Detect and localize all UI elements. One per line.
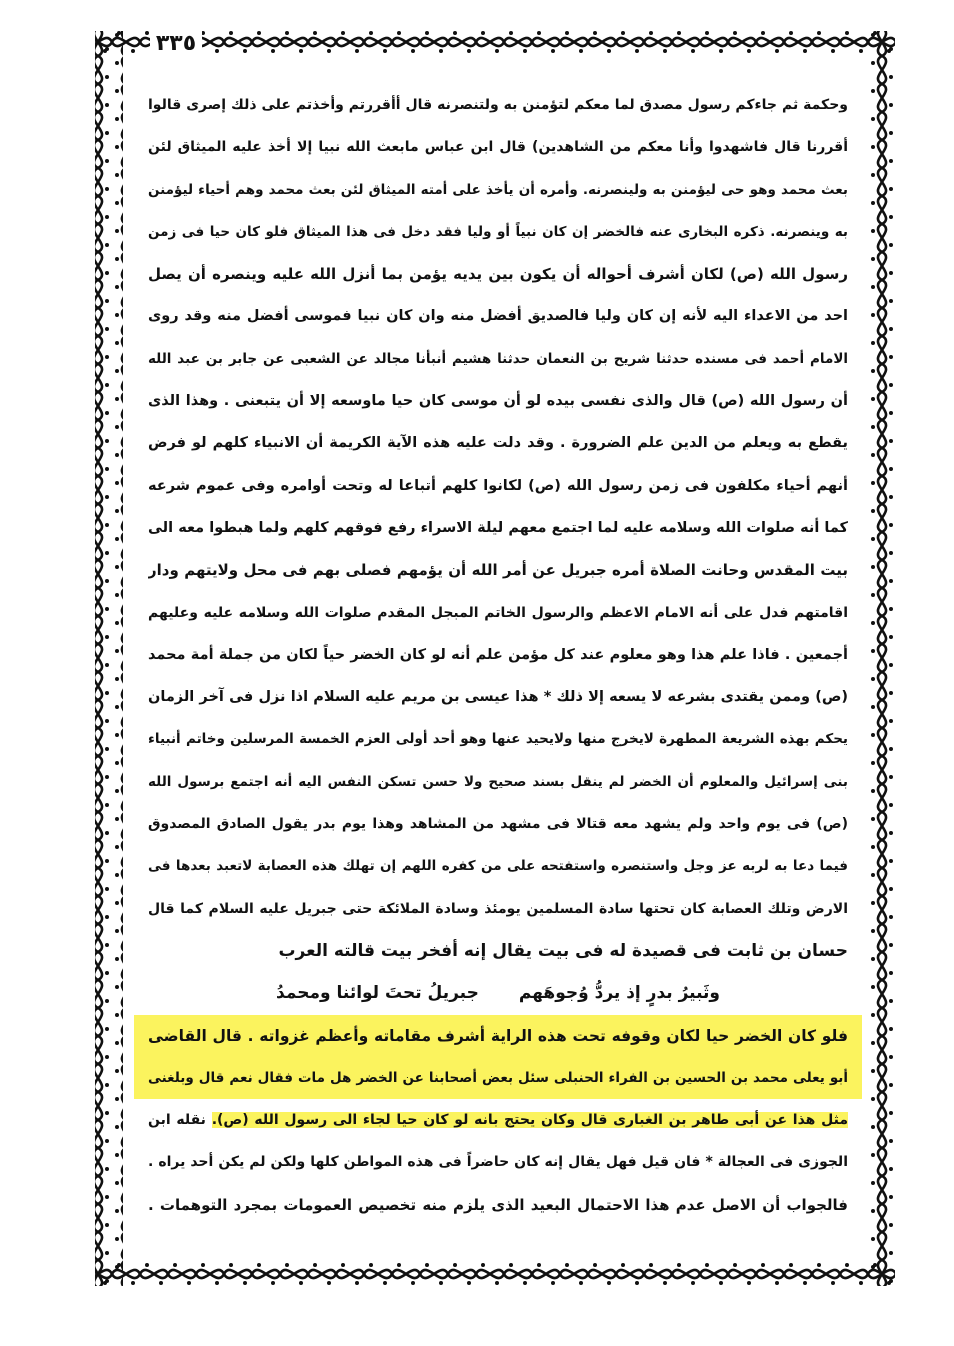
text-line: الجوزى فى العجالة * فان قيل فهل يقال إنه كان حاضراً فى هذه المواطن كلها ولكن لم يكن أحد يراه . (148, 1154, 848, 1171)
border-left (95, 31, 123, 1286)
text-span: نقله ابن (148, 1112, 206, 1129)
text-line: (ص) فى يوم واحد ولم يشهد معه قتالا فى مشهد من المشاهد وهذا يوم بدر يقول الصادق المصدوق (148, 816, 848, 833)
body-text (148, 84, 848, 1226)
text-line: أجمعين . فاذا علم هذا وهو معلوم عند كل مؤمن علم أنه لو كان الخضر حياً لكان من جملة أمة محمد (148, 646, 848, 663)
page-number: ٣٣٥ (150, 30, 202, 58)
border-top (95, 31, 895, 59)
text-line: فالجواب أن الاصل عدم هذا الاحتمال البعيد الذى يلزم منه تخصيص العمومات بمجرد التوهمات . (148, 1195, 848, 1214)
text-line: فيما دعا به لربه عز وجل واستنصره واستفتحه على من كفره اللهم إن تهلك هذه العصابة لاتعبد بعدها فى (148, 858, 848, 875)
text-line: اقامتهم فدل على أنه الامام الاعظم والرسول الخاتم المبجل المقدم صلوات الله وسلامه عليه وعليهم (148, 604, 848, 621)
partially-highlighted-line (148, 1099, 848, 1141)
text-line: بيت المقدس وحانت الصلاة أمره جبريل عن أمر الله أن يؤمهم فصلى بهم فى محل ولايتهم ودار (148, 561, 848, 580)
poetry-verse (148, 972, 848, 1014)
text-line: أقررنا قال فاشهدوا وأنا معكم من الشاهدين) قال ابن عباس مابعث الله نبيا إلا أخذ عليه الميثاق لئن (148, 139, 848, 156)
text-line: به وينصرنه. ذكره البخارى عنه فالخضر إن كان نبياً أو وليا فقد دخل فى هذا الميثاق فلو كان حيا فى زمن (148, 223, 848, 240)
text-line: أن رسول الله (ص) قال والذى نفسى بيده لو أن موسى كان حيا ماوسعه إلا أن يتبعنى . وهذا الذى (148, 393, 848, 410)
text-line: أنهم أحياء مكلفون فى زمن رسول الله (ص) لكانوا كلهم أتباعا له وتحت أوامره وفى عموم شرعه (148, 477, 848, 494)
text-line: وحكمة ثم جاءكم رسول مصدق لما معكم لتؤمنن به ولتنصرنه قال أأقررتم وأخذتم على ذلك إصرى قالوا (148, 97, 848, 113)
text-line: (ص) وممن يقتدى بشرعه لا يسعه إلا ذلك * هذا عيسى بن مريم عليه السلام اذا نزل فى آخر الزمان (148, 689, 848, 706)
highlighted-span: مثل هذا عن أبى طاهر بن الغبارى قال وكان يحتج بانه لو كان حيا لجاء الى رسول الله (ص). (211, 1112, 848, 1129)
text-line: بعث محمد وهو حى ليؤمنن به ولينصرنه. وأمره أن يأخذ على أمته الميثاق لئن بعث محمد وهم أحياء ليؤمنن (148, 181, 848, 198)
text-line: حسان بن ثابت فى قصيدة له فى بيت يقال إنه أفخر بيت قالته العرب (278, 940, 848, 961)
text-line: الامام أحمد فى مسنده حدثنا شريح بن النعمان حدثنا هشيم أنبأنا مجالد عن الشعبى عن جابر بن عبد الله (148, 350, 848, 367)
highlighted-line: أبو يعلى محمد بن الحسين بن الفراء الحنبلى سئل بعض أصحابنا عن الخضر هل مات فقال نعم قال وبلغنى (134, 1057, 862, 1099)
verse-second-hemistich: جبريلُ تحتَ لوائنا ومحمدُ (276, 983, 479, 1004)
text-line: بنى إسرائيل والمعلوم أن الخضر لم ينقل بسند صحيح ولا حسن تسكن النفس اليه أنه اجتمع برسول الله (148, 773, 848, 790)
highlighted-line: فلو كان الخضر حيا لكان وقوفه تحت هذه الراية أشرف مقاماته وأعظم غزواته . قال القاضى (134, 1015, 862, 1057)
border-right (867, 31, 895, 1286)
text-line: كما أنه صلوات الله وسلامه عليه لما اجتمع معهم ليلة الاسراء رفع فوقهم كلهم ولما هبطوا معه الى (148, 519, 848, 536)
text-line: رسول الله (ص) لكان أشرف أحواله أن يكون بين يديه يؤمن بما أنزل الله عليه وينصره أن يصل (148, 265, 848, 284)
text-line: الارض وتلك العصابة كان تحتها سادة المسلمين يومئذ وسادة الملائكة حتى جبريل عليه السلام كما قال (148, 900, 848, 917)
text-line: يقطع به ويعلم من الدين علم الضرورة . وقد دلت عليه هذه الآية الكريمة أن الانبياء كلهم لو فرض (148, 435, 848, 452)
text-line: احد من الاعداء اليه لأنه إن كان وليا فالصديق أفضل منه وان كان نبيا فموسى أفضل منه وقد روى (148, 308, 848, 325)
verse-first-hemistich: وثَبيرُ بدرٍ إذ يردُّ وُجوهَهم (518, 983, 720, 1004)
border-bottom (95, 1258, 895, 1286)
text-line: يحكم بهذه الشريعة المطهرة لايخرج منها ولايحيد عنها وهو أحد أولى العزم الخمسة المرسلين وخاتم أنبياء (148, 731, 848, 748)
